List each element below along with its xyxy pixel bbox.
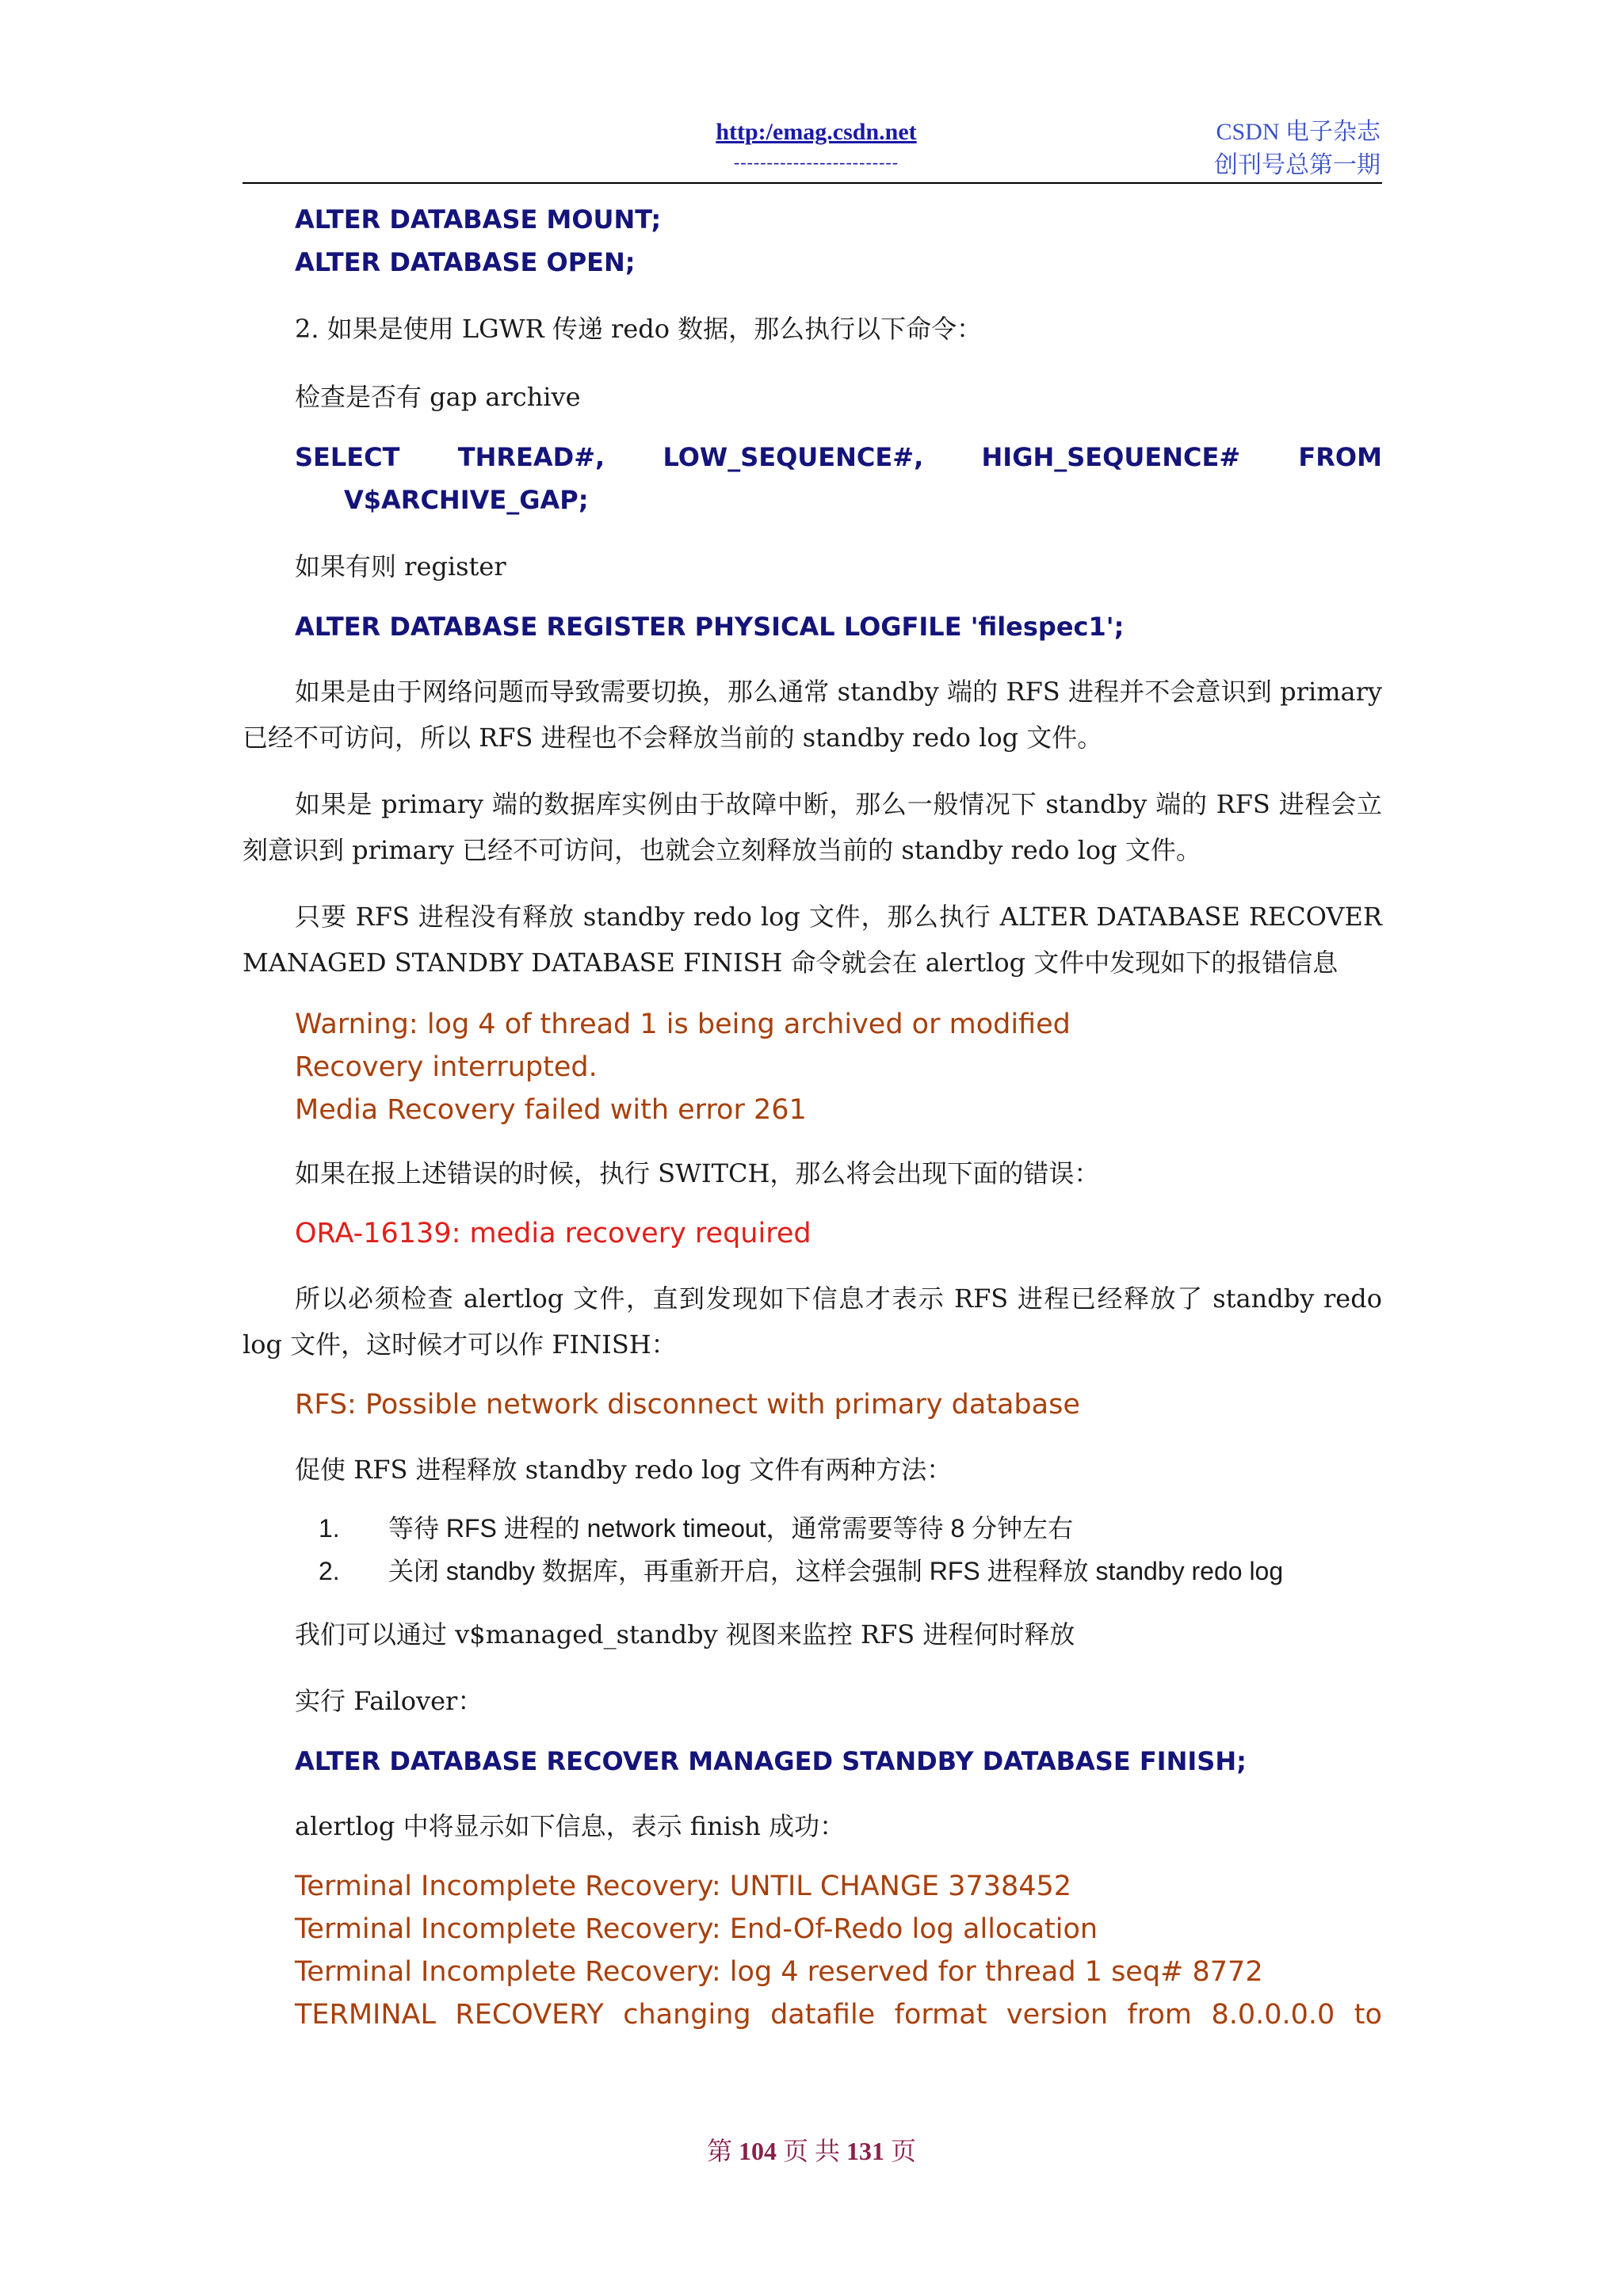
list-item-number: 1. bbox=[319, 1514, 340, 1543]
header-issue-label: 创刊号总第一期 bbox=[1214, 152, 1381, 178]
rfs-disconnect-message: RFS: Possible network disconnect with primary database bbox=[295, 1389, 1080, 1421]
warning-line: Recovery interrupted. bbox=[295, 1051, 598, 1083]
terminal-word: 8.0.0.0.0 bbox=[1211, 1999, 1335, 2031]
methods-list bbox=[242, 1507, 1382, 1592]
terminal-recovery-messages bbox=[242, 1865, 1382, 2036]
footer-page-number: 104 bbox=[738, 2137, 777, 2165]
code-recover-finish: ALTER DATABASE RECOVER MANAGED STANDBY DATABASE FINISH; bbox=[295, 1746, 1247, 1776]
code-alter-open: ALTER DATABASE OPEN; bbox=[295, 247, 636, 277]
footer-prefix: 第 bbox=[706, 2137, 732, 2165]
paragraph-primary-fail: 如果是 primary 端的数据库实例由于故障中断，那么一般情况下 standby 端的 RFS 进程会立刻意识到 primary 已经不可访问，也就会立刻释放当前的 standby redo log 文件。 bbox=[242, 789, 1382, 865]
footer-total-pages: 131 bbox=[846, 2137, 884, 2165]
code-word: LOW_SEQUENCE#, bbox=[663, 442, 924, 472]
header-magazine-title: CSDN 电子杂志 bbox=[1216, 119, 1381, 145]
page-footer bbox=[0, 2131, 1623, 2168]
list-item bbox=[319, 1507, 1382, 1550]
footer-suffix: 页 bbox=[891, 2137, 917, 2165]
code-word: FROM bbox=[1298, 442, 1382, 472]
terminal-word: changing bbox=[623, 1999, 751, 2031]
paragraph-two-methods: 促使 RFS 进程释放 standby redo log 文件有两种方法： bbox=[295, 1455, 953, 1485]
code-word: SELECT bbox=[295, 442, 400, 472]
list-item-number: 2. bbox=[319, 1557, 340, 1585]
paragraph-check-alertlog: 所以必须检查 alertlog 文件，直到发现如下信息才表示 RFS 进程已经释放了 standby redo log 文件，这时候才可以作 FINISH： bbox=[242, 1283, 1382, 1360]
terminal-word: from bbox=[1127, 1999, 1192, 2031]
terminal-word: datafile bbox=[770, 1999, 876, 2031]
footer-mid: 页 共 bbox=[782, 2137, 840, 2165]
warning-messages bbox=[242, 1003, 1382, 1131]
list-item-text: 等待 RFS 进程的 network timeout，通常需要等待 8 分钟左右 bbox=[388, 1514, 1074, 1543]
paragraph-check-gap: 检查是否有 gap archive bbox=[295, 382, 581, 412]
paragraph-switch-error: 如果在报上述错误的时候，执行 SWITCH，那么将会出现下面的错误： bbox=[295, 1158, 1100, 1188]
terminal-line: Terminal Incomplete Recovery: log 4 reserved for thread 1 seq# 8772 bbox=[295, 1956, 1263, 1988]
paragraph-monitor: 我们可以通过 v$managed_standby 视图来监控 RFS 进程何时释放 bbox=[295, 1619, 1075, 1650]
terminal-word: version bbox=[1006, 1999, 1109, 2031]
terminal-word: format bbox=[894, 1999, 987, 2031]
paragraph-network-switch: 如果是由于网络问题而导致需要切换，那么通常 standby 端的 RFS 进程并不会意识到 primary 已经不可访问，所以 RFS 进程也不会释放当前的 standby redo log 文件。 bbox=[242, 677, 1382, 753]
header-url-dashes: ------------------------- bbox=[733, 152, 899, 172]
paragraph-register: 如果有则 register bbox=[295, 551, 506, 582]
code-alter-mount: ALTER DATABASE MOUNT; bbox=[295, 204, 662, 235]
page-content bbox=[242, 198, 1382, 2036]
terminal-word: TERMINAL bbox=[295, 1999, 436, 2031]
code-select-line1 bbox=[242, 436, 1382, 479]
code-word: HIGH_SEQUENCE# bbox=[981, 442, 1241, 472]
code-register-logfile: ALTER DATABASE REGISTER PHYSICAL LOGFILE 'filespec1'; bbox=[295, 612, 1125, 642]
header-magazine-info bbox=[1214, 116, 1381, 182]
header-divider bbox=[242, 182, 1382, 184]
terminal-line: Terminal Incomplete Recovery: UNTIL CHANGE 3738452 bbox=[295, 1871, 1072, 1902]
terminal-word: RECOVERY bbox=[455, 1999, 604, 2031]
code-word: THREAD#, bbox=[457, 442, 605, 472]
paragraph-failover: 实行 Failover： bbox=[295, 1686, 483, 1716]
code-select-line2: V$ARCHIVE_GAP; bbox=[344, 485, 589, 515]
terminal-line bbox=[242, 1993, 1382, 2036]
terminal-word: to bbox=[1354, 1999, 1382, 2031]
header-url-link[interactable]: http:/emag.csdn.net bbox=[716, 119, 917, 145]
list-item bbox=[319, 1550, 1382, 1592]
list-item-text: 关闭 standby 数据库，再重新开启，这样会强制 RFS 进程释放 standby redo log bbox=[388, 1557, 1284, 1585]
terminal-line: Terminal Incomplete Recovery: End-Of-Redo log allocation bbox=[295, 1913, 1098, 1945]
warning-line: Media Recovery failed with error 261 bbox=[295, 1094, 807, 1126]
paragraph-lgwr: 2. 如果是使用 LGWR 传递 redo 数据，那么执行以下命令： bbox=[295, 314, 983, 344]
paragraph-not-released: 只要 RFS 进程没有释放 standby redo log 文件，那么执行 ALTER DATABASE RECOVER MANAGED STANDBY DATABASE FINISH 命令就会在 alertlog 文件中发现如下的报错信息 bbox=[242, 902, 1382, 978]
error-ora-16139: ORA-16139: media recovery required bbox=[295, 1218, 812, 1249]
paragraph-alert-success: alertlog 中将显示如下信息，表示 finish 成功： bbox=[295, 1811, 846, 1841]
warning-line: Warning: log 4 of thread 1 is being archived or modified bbox=[295, 1009, 1071, 1040]
